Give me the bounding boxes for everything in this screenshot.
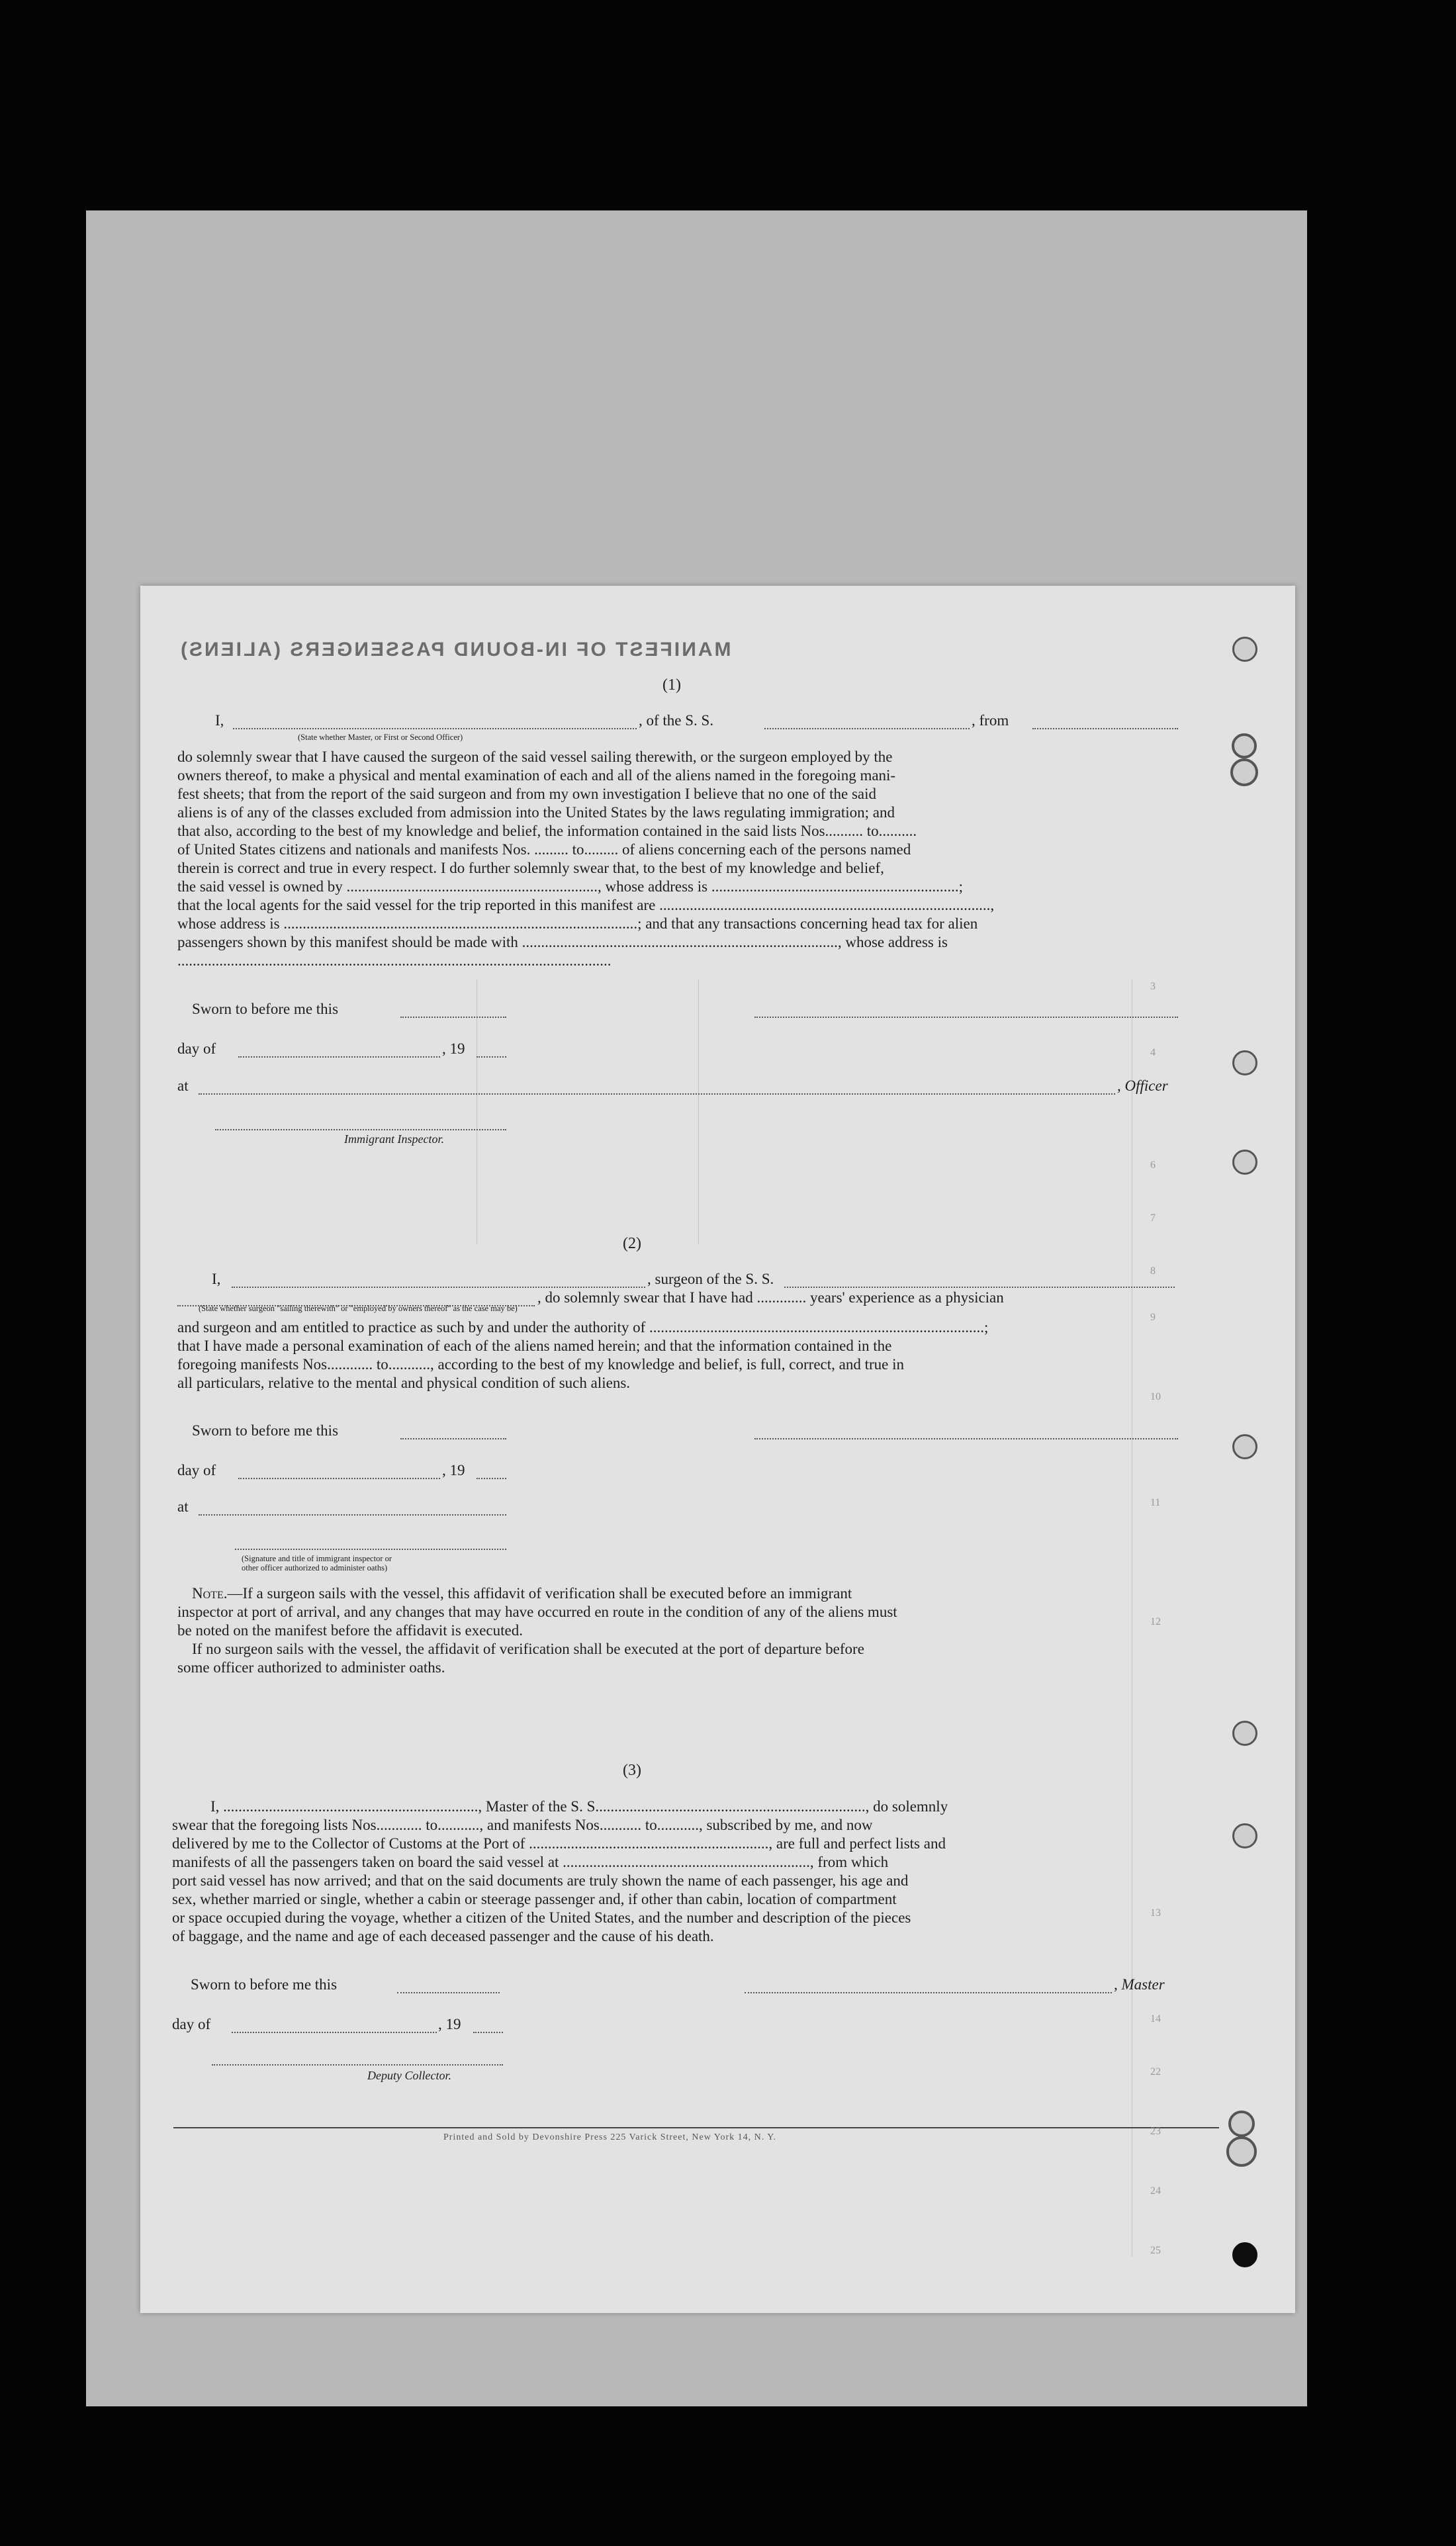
- s1-line: that the local agents for the said vessel for the trip reported in this manifest are .......................................................................................,: [177, 897, 995, 913]
- margin-number: 24: [1150, 2185, 1161, 2197]
- s1-line: the said vessel is owned by .................................................................., whose address is .................................................................;: [177, 878, 963, 895]
- s1-line: aliens is of any of the classes excluded from admission into the United States by the laws regulating immigration; and: [177, 804, 895, 821]
- s2-sig-note-1: (Signature and title of immigrant inspector or: [242, 1554, 392, 1563]
- s2-i: I,: [212, 1271, 221, 1287]
- s1-line: fest sheets; that from the report of the said surgeon and from my own investigation I believe that no one of the said: [177, 786, 877, 802]
- s3-line: port said vessel has now arrived; and that on the said documents are truly shown the name of each passenger, his age and: [172, 1872, 909, 1889]
- s1-i: I,: [215, 712, 224, 729]
- s3-line: I, ..................................................................., Master of the S. S......................................................................., do solemnly: [210, 1798, 948, 1815]
- s1-line: therein is correct and true in every respect. I do further solemnly swear that, to the best of my knowledge and belief,: [177, 860, 884, 876]
- margin-number: 22: [1150, 2066, 1161, 2077]
- punch-hole-icon: [1232, 1823, 1257, 1848]
- s3-collector-blank: [212, 2055, 503, 2066]
- binder-ring-icon: [1228, 731, 1261, 791]
- note-line: be noted on the manifest before the affidavit is executed.: [177, 1622, 523, 1639]
- punch-hole-icon: [1232, 1721, 1257, 1746]
- s2-vessel-blank: [784, 1277, 1175, 1288]
- punch-hole-icon: [1232, 1150, 1257, 1175]
- margin-number: 9: [1150, 1312, 1156, 1323]
- s1-year-blank: [477, 1047, 506, 1058]
- s1-vessel-blank: [764, 719, 970, 729]
- s2-line: that I have made a personal examination of each of the aliens named herein; and that the information contained in the: [177, 1338, 892, 1354]
- section-1-number: (1): [662, 676, 681, 694]
- s3-line: delivered by me to the Collector of Customs at the Port of ..............................................................., are full and perfect lists and: [172, 1835, 946, 1852]
- note-line: —If a surgeon sails with the vessel, this affidavit of verification shall be executed before an immigrant: [227, 1585, 852, 1602]
- s3-master-blank: [745, 1983, 1112, 1993]
- s1-signature-blank: [754, 1007, 1178, 1018]
- margin-number: 25: [1150, 2245, 1161, 2256]
- s1-line: passengers shown by this manifest should be made with ..................................................................................., whose address is: [177, 934, 948, 950]
- s2-surgeon-of: , surgeon of the S. S.: [647, 1271, 774, 1287]
- s1-sworn: Sworn to before me this: [192, 1001, 339, 1017]
- s2-signature-blank: [754, 1429, 1178, 1439]
- margin-number: 4: [1150, 1047, 1156, 1058]
- s2-at: at: [177, 1498, 189, 1515]
- footer-rule: [173, 2127, 1219, 2128]
- s3-line: of baggage, and the name and age of each deceased passenger and the cause of his death.: [172, 1928, 714, 1944]
- s2-year-blank: [477, 1469, 506, 1479]
- s2-at-blank: [199, 1505, 506, 1516]
- s2-day-blank: [238, 1469, 440, 1479]
- s1-officer: , Officer: [1117, 1077, 1168, 1094]
- margin-number: 23: [1150, 2126, 1161, 2137]
- s2-signature-line: [235, 1539, 506, 1550]
- s2-name-blank: [232, 1277, 645, 1288]
- note-line: some officer authorized to administer oaths.: [177, 1659, 445, 1676]
- s1-inspector-blank: [215, 1120, 506, 1130]
- section-2-number: (2): [623, 1235, 641, 1252]
- s2-swear-line: , do solemnly swear that I have had ............. years' experience as a physician: [537, 1289, 1004, 1306]
- s1-line: whose address is .............................................................................................; and that any transactions concerning head tax for alien: [177, 915, 978, 932]
- s3-day-blank: [232, 2023, 437, 2033]
- s2-sig-note-2: other officer authorized to administer oaths): [242, 1563, 388, 1572]
- margin-number: 3: [1150, 981, 1156, 992]
- s3-line: or space occupied during the voyage, whether a citizen of the United States, and the number and description of the pieces: [172, 1909, 911, 1926]
- margin-number: 12: [1150, 1616, 1161, 1627]
- s1-day-of: day of: [177, 1040, 216, 1057]
- s2-day-of: day of: [177, 1462, 216, 1478]
- s2-surgeon-note: (State whether surgeon "sailing therewith" or "employed by owners thereof" as the case may be): [199, 1304, 518, 1313]
- margin-number: 14: [1150, 2013, 1161, 2024]
- s2-line: and surgeon and am entitled to practice as such by and under the authority of ........................................................................................;: [177, 1319, 989, 1336]
- s1-officer-note: (State whether Master, or First or Second Officer): [298, 733, 463, 742]
- printer-line: Printed and Sold by Devonshire Press 225 Varick Street, New York 14, N. Y.: [443, 2132, 777, 2142]
- section-3-number: (3): [623, 1762, 641, 1779]
- note-label: Note.: [192, 1585, 228, 1602]
- s1-line: owners thereof, to make a physical and mental examination of each and all of the aliens named in the foregoing mani-: [177, 767, 896, 784]
- punch-hole-icon: [1232, 2242, 1257, 2267]
- margin-number: 13: [1150, 1907, 1161, 1919]
- s3-collector: Deputy Collector.: [367, 2069, 451, 2082]
- mirrored-heading: MANIFEST OF IN-BOUND PASSENGERS (ALIENS): [179, 639, 731, 660]
- binder-ring-icon: [1223, 2108, 1260, 2171]
- s3-line: swear that the foregoing lists Nos............ to..........., and manifests Nos........... to..........., subscribed by me, and now: [172, 1817, 873, 1833]
- s1-sworn-blank: [400, 1007, 506, 1018]
- punch-hole-icon: [1232, 637, 1257, 662]
- note-line: inspector at port of arrival, and any changes that may have occurred en route in the condition of any of the aliens must: [177, 1604, 897, 1620]
- s2-sworn-blank: [400, 1429, 506, 1439]
- s1-line: ..................................................................................................................: [177, 952, 612, 969]
- s2-line: foregoing manifests Nos............ to..........., according to the best of my knowledge and belief, is full, correct, and true in: [177, 1356, 904, 1373]
- margin-number: 6: [1150, 1159, 1156, 1171]
- punch-hole-icon: [1232, 1050, 1257, 1075]
- s1-port-blank: [1032, 719, 1178, 729]
- s1-inspector: Immigrant Inspector.: [344, 1132, 444, 1146]
- s1-at: at: [177, 1077, 189, 1094]
- s2-sworn: Sworn to before me this: [192, 1422, 339, 1439]
- s1-at-blank: [199, 1084, 1115, 1095]
- s1-line: that also, according to the best of my knowledge and belief, the information contained in the said lists Nos.......... to..........: [177, 823, 917, 839]
- s3-day-of: day of: [172, 2016, 211, 2032]
- punch-hole-icon: [1232, 1434, 1257, 1459]
- s1-of-ss: , of the S. S.: [639, 712, 714, 729]
- s1-from: , from: [972, 712, 1009, 729]
- s3-sworn: Sworn to before me this: [191, 1976, 338, 1993]
- s2-year: , 19: [442, 1462, 465, 1478]
- s3-year-blank: [473, 2023, 503, 2033]
- form-rule: [698, 979, 699, 1244]
- s3-master: , Master: [1114, 1976, 1165, 1993]
- s1-line: do solemnly swear that I have caused the surgeon of the said vessel sailing therewith, or the surgeon employed by the: [177, 749, 893, 765]
- margin-number: 7: [1150, 1212, 1156, 1224]
- margin-number: 11: [1150, 1497, 1161, 1508]
- margin-number: 8: [1150, 1265, 1156, 1277]
- s3-sworn-blank: [397, 1983, 500, 1993]
- s1-line: of United States citizens and nationals and manifests Nos. ......... to......... of aliens concerning each of the persons named: [177, 841, 911, 858]
- s3-year: , 19: [438, 2016, 461, 2032]
- s2-line: all particulars, relative to the mental and physical condition of such aliens.: [177, 1375, 631, 1391]
- s1-year: , 19: [442, 1040, 465, 1057]
- note-line: If no surgeon sails with the vessel, the affidavit of verification shall be executed at the port of departure before: [192, 1641, 864, 1657]
- s3-line: manifests of all the passengers taken on board the said vessel at ................................................................., from which: [172, 1854, 889, 1870]
- s1-name-blank: [233, 719, 637, 729]
- s3-line: sex, whether married or single, whether a cabin or steerage passenger and, if other than cabin, location of compartment: [172, 1891, 897, 1907]
- margin-number: 10: [1150, 1391, 1161, 1402]
- s1-day-blank: [238, 1047, 440, 1058]
